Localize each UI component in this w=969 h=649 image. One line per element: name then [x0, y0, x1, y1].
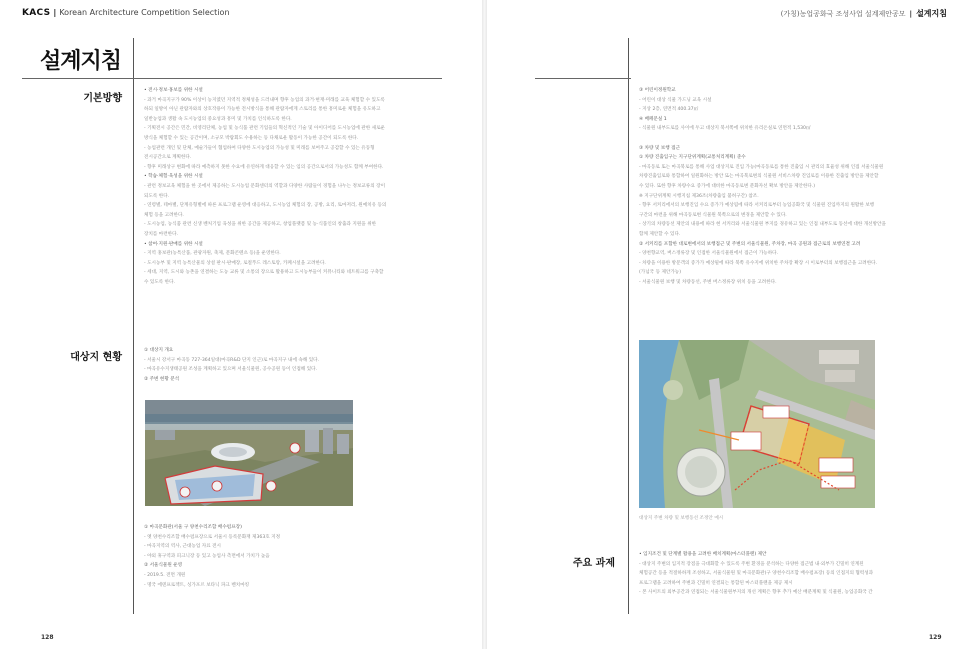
- column-divider-right: [628, 38, 629, 614]
- text-line: - 서울식물원 보행 및 차량동선, 주변 버스정류장 위치 등을 고려한다.: [639, 279, 777, 285]
- text-line: ① 차량 진출입구는 지구단위계획(교통처리계획) 준수: [639, 155, 746, 161]
- text-line: - 식물원 내부도로를 사이에 두고 대상지 북서쪽에 위치한 유리온실로 연면적 1,530㎡: [639, 126, 811, 132]
- section-label-basic: 기본방향: [83, 93, 122, 104]
- text-line: - 차량을 이용한 방문객의 증가가 예상될에 따라 북쪽 유수지에 위치한 주차장 확장 시 이로부터의 보행접근을 고려한다.: [639, 260, 878, 266]
- project-name: (가칭)농업공화국 조성사업 설계제안공모: [780, 10, 906, 18]
- brand-logo: KACS: [22, 8, 51, 18]
- text-line: 차량진출입로와 통합하여 일원화하는 방안 또는 마곡북로변의 식물원 서비스차량 진입로를 이용한 진출입 방안을 제안할: [639, 174, 879, 180]
- site-plan-map: [639, 340, 875, 508]
- text-line: (가넘국 등 제안가능): [639, 270, 682, 276]
- text-line: - 지역 홍보관(농특산품, 관광자원, 축제, 문화콘텐츠 등)을 운영한다.: [144, 251, 281, 257]
- key-tasks-text: [639, 550, 949, 598]
- page-number-right: 129: [929, 634, 942, 641]
- text-line: ② 서울식물원 운영: [144, 563, 183, 569]
- text-line: - 향후 서커리에서의 보행진입 수요 증가가 예상됨에 따라 서커리로부터 농업공화국 및 식물원 진입까지의 원활한 보행: [639, 203, 875, 209]
- text-line: 전시공간으로 계획한다.: [144, 155, 192, 161]
- map-caption: [639, 514, 949, 524]
- text-line: ② 주변 현황 분석: [144, 376, 180, 382]
- text-line: [639, 134, 949, 144]
- text-line: • 학습·체험·육성을 위한 시설: [144, 174, 203, 180]
- text-line: - 연령별, 테마별, 단계유형별에 따른 프로그램 운영에 대응하고, 도시농업 체험의 장, 공방, 요리, 토마저리, 원예치유 등의: [144, 203, 387, 209]
- site-status-text-top: [144, 346, 444, 384]
- text-line: ※ 지구단위계획 시행지침 제36조(차량출입 불허구간) 참조.: [639, 193, 759, 199]
- site-plan-image: [639, 340, 875, 508]
- text-line: 수 있도록 한다.: [144, 279, 176, 285]
- text-line: • 참여·지원·판매를 위한 시설: [144, 241, 203, 247]
- text-line: 수 있다. 또한 향후 차량수요 증가에 대비한 마곡동로변 분화자선 확보 방안을 제안한다.): [639, 183, 816, 189]
- map-caption-text: 대상지 주변 차량 및 보행동선 조정안 예시: [639, 516, 724, 521]
- text-line: - 대상지 주변의 입지적 장점을 극대화할 수 있도록 주변 환경을 분석하는 다양한 접근법 내·외부가 긴밀히 연계된: [639, 561, 864, 567]
- text-line: - 세대, 지역, 도시와 농촌을 연결하는 도농 교류 및 소통의 장으로 활용하고 도시농부들이 커뮤니티와 네트워크를 구축할: [144, 270, 384, 276]
- text-line: 방식을 체험할 수 있는 공간이며, 소규모 박람회도 수용하는 등 다채로운 활동이 가능한 공간이 되도록 한다.: [144, 135, 359, 141]
- text-line: - 도시농업, 농식품 관련 신생 벤처기업 육성을 위한 공간을 제공하고, 창업플랫폼 및 농·식품인의 창출과 지원을 위한: [144, 222, 377, 228]
- text-line: - 관련 정보교육 체험을 한 곳에서 제공하는 도시농업 문화센터의 역할과 다양한 사람들이 경험을 나누는 정보교류의 장이: [144, 183, 386, 189]
- text-line: 하되 일방이 아닌 관람자와의 상호작용이 가능한 전시방식을 통해 관람자에게 스토리를 통한 흥미로운 체험을 유도하고: [144, 107, 381, 113]
- brand-subtitle: Korean Architecture Competition Selection: [59, 8, 230, 17]
- text-line: - 옛 양천수리조합 배수펌프장으로 서울시 등록문화재 제363호 지정: [144, 534, 281, 540]
- text-line: - 어린이 대상 식물 가드닝 교육 시설: [639, 97, 712, 103]
- text-line: - 양천향교역, 버스정류장 및 인접한 서울식물원에서 접근이 가능하다.: [639, 251, 779, 257]
- text-line: 되도록 한다.: [144, 193, 170, 199]
- text-line: - 명국 에덴프로젝트, 싱가포르 보타닉 파크 벤치마킹: [144, 582, 250, 588]
- basic-direction-text: [144, 86, 444, 287]
- text-line: 체험공간 등을 적절하하게 조성하고, 서울식물원 및 마곡문화관(구 양천수리조합 배수펌프장) 등의 인접지의 협력성과: [639, 571, 874, 577]
- running-header-left: KACS | Korean Architecture Competition Selection: [22, 8, 230, 18]
- title-rule: [22, 78, 442, 79]
- section-label-tasks: 주요 과제: [572, 558, 615, 569]
- site-status-text-bottom: [144, 523, 444, 590]
- text-line: - 도시농부 및 지역 농특산물의 상설 판시·판매장, 로컬푸드 레스토랑, 카페시설을 고려한다.: [144, 260, 326, 266]
- text-line: 장치를 마련한다.: [144, 231, 178, 237]
- text-line: ① 대상지 개요: [144, 348, 174, 353]
- text-line: ① 마곡문화관(서울 구 양천수리조합 배수펌프장): [144, 525, 242, 530]
- text-line: - 기획전시 공간은 민간, 비영리단체, 농업 및 농식품 관련 기업들의 혁신적인 기술 및 아이디어를 도시농업에 관한 새로운: [144, 126, 385, 132]
- aerial-photo-image: [145, 400, 353, 506]
- text-line: - 서울시 강서구 마곡동 727-364일대(마곡R&D 단지 인근)로 마곡지구 내에 속해 있다.: [144, 357, 320, 363]
- text-line: 함께 제안할 수 있다.: [639, 231, 681, 237]
- aerial-site-photo: [145, 400, 353, 506]
- text-line: ④ 배페문실 1: [639, 116, 667, 122]
- text-line: 프로그램을 고려하여 주변과 긴밀히 연결되는 통합된 마스터플랜을 제공 제시: [639, 580, 793, 586]
- text-line: ② 서커리를 포함한 대로변에서의 보행접근 및 주변의 서울식물원, 주차장, 마곡 공원과 접근로의 보행연결 고려: [639, 241, 861, 247]
- top-rule-right: [535, 78, 631, 79]
- text-line: - 향후 미래상구 변화에 따라 예측하지 못한 수요에 유연하게 대응할 수 있는 임의 공간으로서의 가능성도 함께 부여한다.: [144, 164, 384, 170]
- text-line: • 전시·정보·홍보를 위한 시설: [144, 88, 203, 93]
- text-line: - 지상 2층, 연면적 400.37㎡: [639, 107, 699, 113]
- text-line: ③ 어린이정원학교: [639, 88, 676, 93]
- page-title: 설계지침: [40, 49, 122, 74]
- right-body-text: [639, 86, 949, 287]
- text-line: ③ 차량 및 보행 접근: [639, 145, 681, 151]
- running-header-right: (가칭)농업공화국 조성사업 설계제안공모 | 설계지침: [780, 9, 947, 18]
- text-line: - 야외 휴구역과 피크닉장 등 있고 농업사 측면에서 가치가 높음: [144, 553, 270, 559]
- text-line: 일반농업과 생활 속 도시농업의 중요성과 흥미 및 가치를 인식하도록 한다.: [144, 116, 292, 122]
- section-name: 설계지침: [916, 9, 947, 18]
- page-number-left: 128: [41, 634, 54, 641]
- section-label-site: 대상지 현황: [70, 352, 122, 363]
- text-line: - 마곡유수지생태공원 조성을 계획하고 있으며 서울식물원, 공수공원 등이 인접해 있다.: [144, 367, 318, 373]
- right-page: [487, 0, 969, 649]
- text-line: - 상기의 차량동선 제안의 내용에 따라 현 서커리와 서울식물원 부지를 경유하고 있는 인접 내부도로 동선에 대한 개선방안을: [639, 222, 886, 228]
- text-line: • 입지조건 및 단계별 활용을 고려한 배치계획(마스터플랜) 제안: [639, 552, 767, 557]
- text-line: - 본 사이트의 외부공간과 연접되는 서울식물원부지의 개선 계획은 향후 추가 예산 배분계획 및 식물원, 농업공화국 간: [639, 590, 873, 596]
- text-line: - 2019.5. 전면 개원: [144, 572, 186, 578]
- text-line: - 마곡지역의 역사, 근대농업 자료 전시: [144, 544, 221, 550]
- text-line: - 마곡동로 또는 마곡북로를 통해 사업 대상지로 진입 가능(마곡동로를 통한 진출입 시 관리의 효율성 위해 인접 서울식물원: [639, 164, 884, 170]
- text-line: 구간의 마련을 위해 마곡동로변 식물원 북쪽으로의 변경을 제안할 수 있다.: [639, 212, 787, 218]
- left-page: [0, 0, 482, 649]
- text-line: - 농업관련 개인 및 단체, 예술가들이 협업하여 다양한 도시농업의 가능성 및 미래를 보여주고 공감할 수 있는 유동형: [144, 145, 375, 151]
- text-line: - 과거 마곡지구가 90% 이상이 농지였던 지역적 정체성을 드러내며 향후 농업의 과거·현재·미래를 교육 체험할 수 있도록: [144, 97, 385, 103]
- column-divider-left: [133, 38, 134, 614]
- text-line: 체험 등을 고려한다.: [144, 212, 184, 218]
